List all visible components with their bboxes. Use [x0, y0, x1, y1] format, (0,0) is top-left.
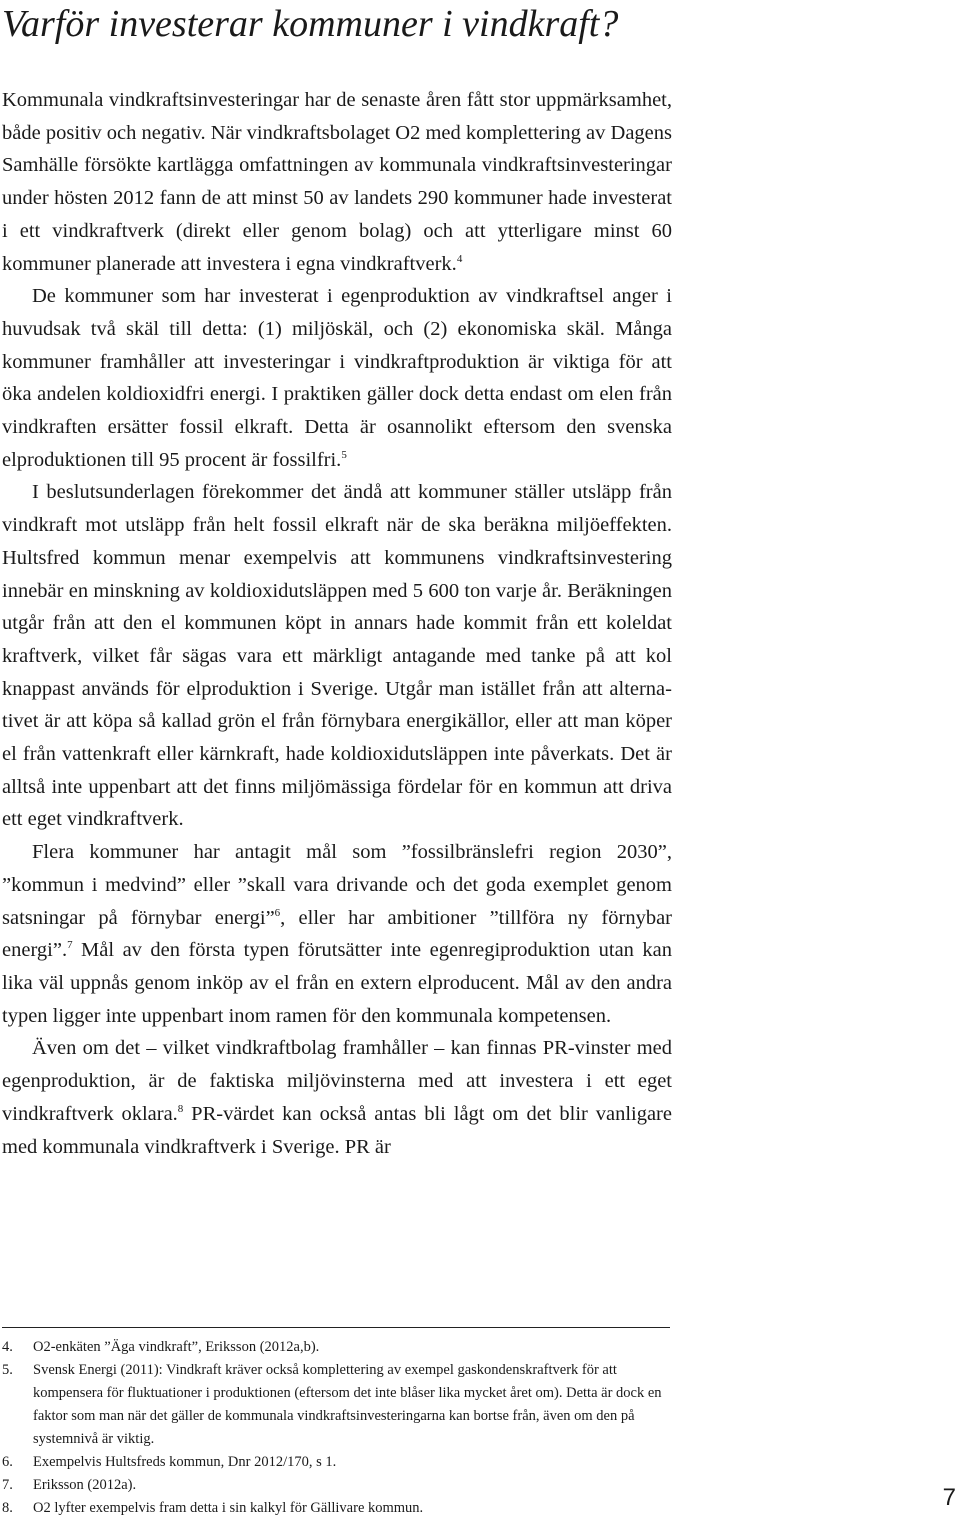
footnotes [2, 1336, 670, 1520]
footnote [2, 1497, 670, 1520]
paragraph-text: PR-värdet kan också antas bli lågt om det blir vanligare med kommunala vindkraftverk i Sverige. PR är [2, 1102, 672, 1158]
footnote-text: Svensk Energi (2011): Vindkraft kräver också komplettering av exempel gaskondenskraftverk för att kompensera för fluktuationer i produktionen (eftersom det inte blåser lika mycket året om). Detta är dock en faktor som man när det gäller de kommunala vindkraftsinvesteringarna kan bortse från, även om den på systemnivå är viktig. [33, 1362, 662, 1447]
paragraph-text: Flera kommuner har antagit mål som ”fossilbränslefri region 2030”, ”kommun i medvind” eller ”skall vara drivande och det goda exemplet genom satsningar på förnybar energi” [2, 841, 672, 929]
footnote-text: Exempelvis Hultsfreds kommun, Dnr 2012/170, s 1. [33, 1454, 337, 1470]
paragraph-text: , eller har ambitioner ”tillföra ny förnybar energi”. [2, 906, 672, 962]
page-number: 7 [942, 1484, 956, 1511]
footnote-number: 5. [2, 1362, 13, 1378]
footnote [2, 1474, 670, 1497]
footnote-reference: 5 [341, 448, 347, 461]
footnote [2, 1359, 670, 1451]
footnote-text: Eriksson (2012a). [33, 1477, 137, 1493]
body-text [2, 84, 672, 1163]
footnote-number: 6. [2, 1454, 13, 1470]
paragraph-text: Kommunala vindkraftsinvesteringar har de senaste åren fått stor uppmärksamhet, både positiv och negativ. När vindkraftsbolaget O2 med komplettering av Dagens Samhälle försökte kartlägga omfattningen av kommunala vindkraftsinvesteringar under hösten 2012 fann de att minst 50 av landets 290 kommuner hade investerat i ett vindkraftverk (direkt eller genom bolag) och att ytterligare minst 60 kommuner planerade att investera i egna vindkraftverk. [2, 89, 672, 275]
paragraph [2, 1032, 672, 1163]
paragraph [2, 280, 672, 476]
footnote [2, 1451, 670, 1474]
paragraph [2, 836, 672, 1032]
paragraph-text: De kommuner som har investerat i egenproduktion av vindkraftsel anger i huvudsak två skäl till detta: (1) miljöskäl, och (2) ekonomiska skäl. Många kommuner framhåller att investeringar i vindkraftproduktion är viktiga för att öka andelen koldioxidfri energi. I praktiken gäller dock detta endast om elen från vindkraften ersätter fossil elkraft. Detta är osannolikt eftersom den svenska elproduktionen till 95 procent är fossilfri. [2, 285, 672, 471]
footnote-reference: 4 [456, 252, 463, 265]
footnote-number: 7. [2, 1477, 13, 1493]
paragraph-text: Även om det – vilket vindkraftbolag framhåller – kan finnas PR-vinster med egenproduktion, är de faktiska miljövinsterna med att investera i ett eget vindkraftverk oklara. [2, 1037, 672, 1125]
footnote-number: 4. [2, 1339, 13, 1355]
footnote-reference: 7 [67, 939, 73, 952]
footnote-text: O2 lyfter exempelvis fram detta i sin kalkyl för Gällivare kommun. [33, 1500, 424, 1516]
footnote-number: 8. [2, 1500, 13, 1516]
footnote-divider [2, 1327, 670, 1328]
footnote [2, 1336, 670, 1359]
footnote-text: O2-enkäten ”Äga vindkraft”, Eriksson (2012a,b). [33, 1339, 320, 1355]
paragraph-text: I beslutsunderlagen förekommer det ändå att kommuner ställer utsläpp från vindkraft mot utsläpp från helt fossil elkraft när de ska beräkna miljöeffekten. Hultsfred kommun menar exempelvis att kommunens vindkraftsinvestering innebär en minskning av koldioxidutsläppen med 5 600 ton varje år. Beräkningen utgår från att den el kommunen köpt in annars hade kommit från ett koleldat kraftverk, vilket får sägas vara ett märkligt antagande med tanke på att kol knappast används för elproduktion i Sverige. Utgår man istället från att alternativet är att köpa så kallad grön el från förnybara energikällor, eller att man köper el från vattenkraft eller kärnkraft, hade koldioxidutsläppen inte påverkats. Det är alltså inte uppenbart att det finns miljömässiga fördelar för en kommun att driva ett eget vindkraftverk. [2, 481, 672, 831]
paragraph [2, 476, 672, 836]
page-title: Varför investerar kommuner i vindkraft? [2, 3, 619, 45]
footnote-reference: 6 [274, 906, 281, 919]
paragraph [2, 84, 672, 280]
paragraph-text: Mål av den första typen förutsätter inte egenregiproduktion utan kan lika väl uppnås genom inköp av el från en extern elproducent. Mål av den andra typen ligger inte uppenbart inom ramen för den kommunala kompetensen. [2, 939, 672, 1027]
footnote-reference: 8 [177, 1102, 184, 1115]
